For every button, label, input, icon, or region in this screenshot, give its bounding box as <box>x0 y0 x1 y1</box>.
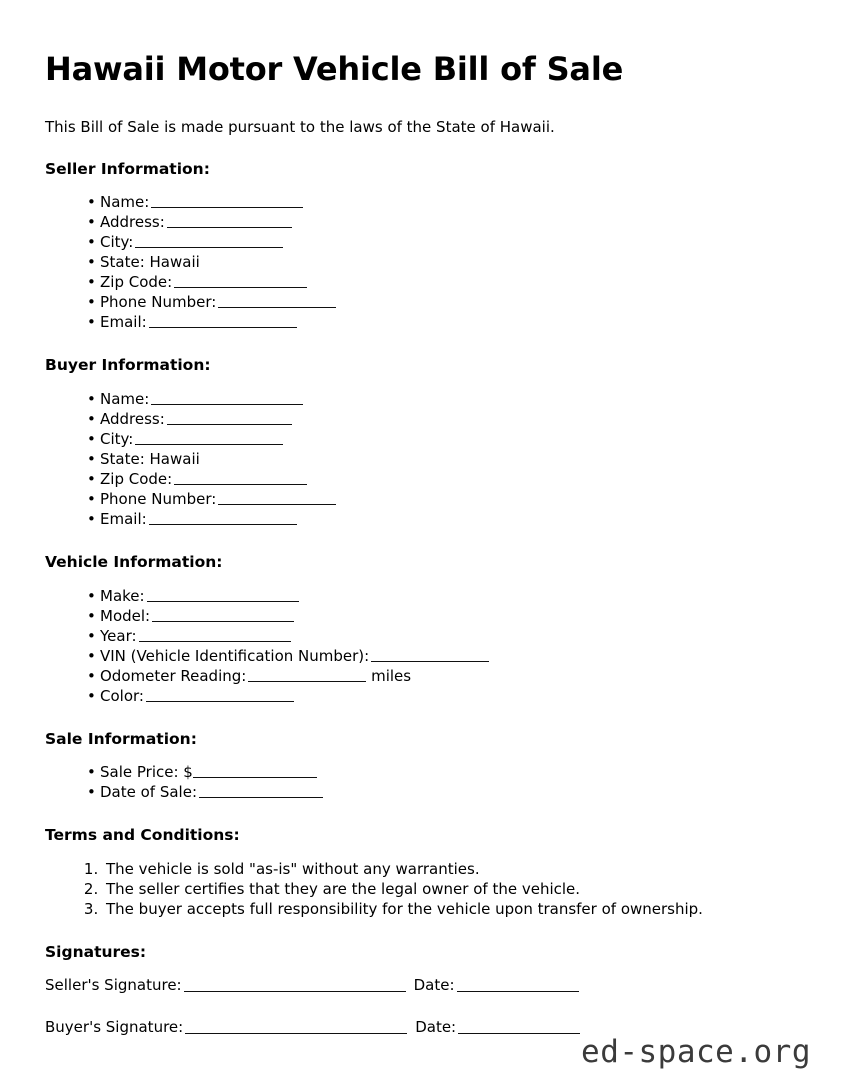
sale-information-heading: Sale Information: <box>45 729 197 748</box>
field-label: Name: <box>100 390 150 409</box>
field-label: City: <box>100 430 134 449</box>
field-blank-line[interactable] <box>152 608 294 622</box>
field-row <box>87 232 799 252</box>
intro-paragraph: This Bill of Sale is made pursuant to the laws of the State of Hawaii. <box>45 117 555 136</box>
field-blank-line[interactable] <box>146 688 294 702</box>
vehicle-information-list <box>45 586 799 706</box>
field-row <box>87 646 799 666</box>
field-suffix: miles <box>366 666 412 685</box>
terms-and-conditions-list <box>45 859 799 919</box>
site-watermark: ed-space.org <box>581 1034 811 1070</box>
date-blank-line[interactable] <box>457 978 579 992</box>
field-label: Phone Number: <box>100 293 217 312</box>
field-row <box>87 409 799 429</box>
signature-row <box>45 975 799 995</box>
field-row <box>87 782 799 802</box>
field-row <box>87 626 799 646</box>
field-label: Name: <box>100 193 150 212</box>
terms-and-conditions-heading: Terms and Conditions: <box>45 826 240 845</box>
field-label: Zip Code: <box>100 470 173 489</box>
field-blank-line[interactable] <box>139 628 291 642</box>
field-row <box>87 312 799 332</box>
field-row <box>87 429 799 449</box>
field-row <box>87 212 799 232</box>
page-title: Hawaii Motor Vehicle Bill of Sale <box>45 50 624 88</box>
field-blank-line[interactable] <box>199 784 323 798</box>
field-row <box>87 686 799 706</box>
field-label: Make: <box>100 586 145 605</box>
field-label: Email: <box>100 313 147 332</box>
buyer-information-list <box>45 389 799 529</box>
field-row <box>87 389 799 409</box>
signature-label: Buyer's Signature: <box>45 1018 184 1037</box>
date-blank-line[interactable] <box>458 1020 580 1034</box>
field-label: Color: <box>100 686 144 705</box>
buyer-information-heading: Buyer Information: <box>45 356 211 375</box>
field-label: Address: <box>100 213 165 232</box>
field-row <box>87 272 799 292</box>
field-row <box>87 489 799 509</box>
field-blank-line[interactable] <box>174 274 307 288</box>
field-blank-line[interactable] <box>167 214 292 228</box>
field-label: VIN (Vehicle Identification Number): <box>100 646 370 665</box>
field-blank-line[interactable] <box>149 511 297 525</box>
field-row <box>87 192 799 212</box>
field-label: Model: <box>100 606 151 625</box>
field-blank-line[interactable] <box>147 588 299 602</box>
field-blank-line[interactable] <box>371 648 489 662</box>
field-label: Sale Price: $ <box>100 763 193 782</box>
field-row <box>87 509 799 529</box>
field-label: Date of Sale: <box>100 783 198 802</box>
field-blank-line[interactable] <box>151 194 303 208</box>
field-blank-line[interactable] <box>218 294 336 308</box>
field-blank-line[interactable] <box>135 431 283 445</box>
sale-information-list <box>45 762 799 802</box>
term-item: 3. The buyer accepts full responsibility for the vehicle upon transfer of ownership. <box>103 899 799 919</box>
field-label: Email: <box>100 510 147 529</box>
field-row <box>87 762 799 782</box>
field-blank-line[interactable] <box>149 314 297 328</box>
date-label: Date: <box>413 976 455 995</box>
field-row <box>87 606 799 626</box>
signature-blank-line[interactable] <box>184 978 406 992</box>
field-row <box>87 666 799 686</box>
seller-information-heading: Seller Information: <box>45 159 210 178</box>
field-row <box>87 586 799 606</box>
field-blank-line[interactable] <box>151 391 303 405</box>
date-label: Date: <box>415 1018 457 1037</box>
field-label: Address: <box>100 410 165 429</box>
term-item: 1. The vehicle is sold "as-is" without any warranties. <box>103 859 799 879</box>
field-label: City: <box>100 233 134 252</box>
field-blank-line[interactable] <box>193 764 317 778</box>
signature-rows <box>45 975 799 1037</box>
field-label: Phone Number: <box>100 490 217 509</box>
field-blank-line[interactable] <box>135 234 283 248</box>
field-row <box>87 252 799 272</box>
field-label: Zip Code: <box>100 273 173 292</box>
field-blank-line[interactable] <box>174 471 307 485</box>
field-row <box>87 469 799 489</box>
signatures-heading: Signatures: <box>45 942 147 961</box>
field-blank-line[interactable] <box>248 668 366 682</box>
signature-label: Seller's Signature: <box>45 976 182 995</box>
field-label: State: Hawaii <box>100 253 200 272</box>
field-label: Year: <box>100 626 137 645</box>
field-row <box>87 292 799 312</box>
field-label: State: Hawaii <box>100 450 200 469</box>
field-row <box>87 449 799 469</box>
vehicle-information-heading: Vehicle Information: <box>45 553 223 572</box>
field-label: Odometer Reading: <box>100 666 247 685</box>
field-blank-line[interactable] <box>167 411 292 425</box>
seller-information-list <box>45 192 799 332</box>
term-item: 2. The seller certifies that they are the legal owner of the vehicle. <box>103 879 799 899</box>
field-blank-line[interactable] <box>218 491 336 505</box>
signature-blank-line[interactable] <box>185 1020 407 1034</box>
